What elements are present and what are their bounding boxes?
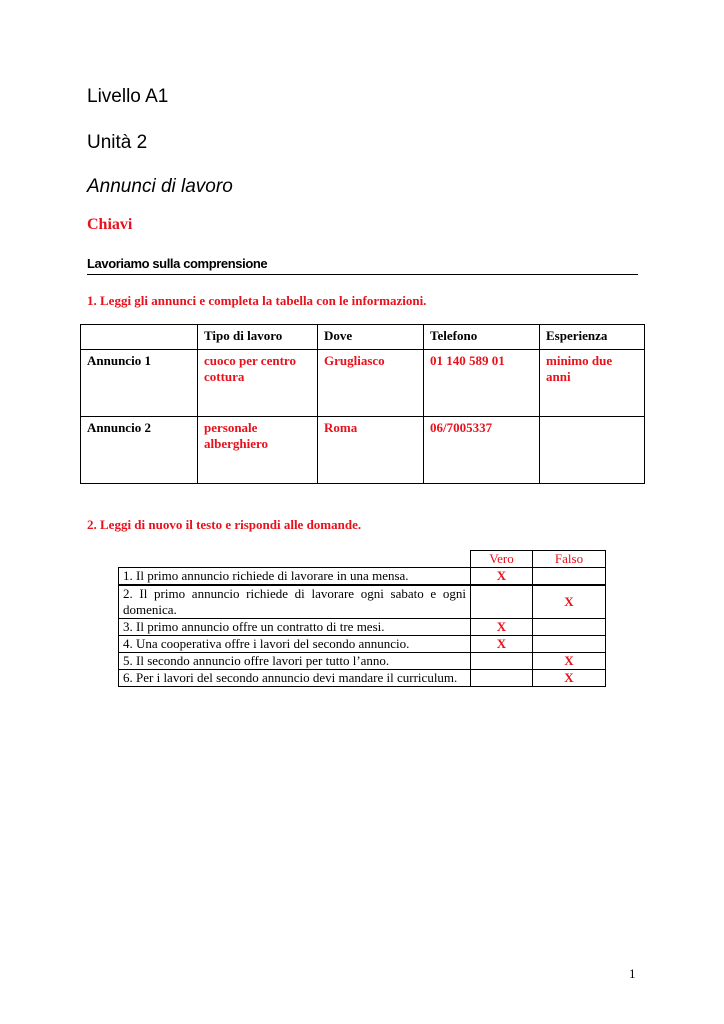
table-row (119, 619, 606, 636)
unit-heading: Unità 2 (87, 132, 148, 153)
row-label: Annuncio 2 (81, 417, 198, 484)
table-row (119, 670, 606, 687)
cell-telefono: 01 140 589 01 (424, 350, 540, 417)
table-row (119, 585, 606, 619)
cell-tipo: cuoco per centro cottura (198, 350, 318, 417)
statement-cell: 1. Il primo annuncio richiede di lavorare in una mensa. (119, 568, 471, 586)
vero-mark: X (471, 619, 533, 636)
table-row (119, 636, 606, 653)
table-row (119, 568, 606, 586)
statement-cell: 4. Una cooperativa offre i lavori del secondo annuncio. (119, 636, 471, 653)
falso-mark (533, 619, 606, 636)
falso-mark: X (533, 670, 606, 687)
column-header-empty (119, 551, 471, 568)
exercise1-instruction: 1. Leggi gli annunci e completa la tabella con le informazioni. (87, 293, 427, 308)
vero-mark (471, 670, 533, 687)
job-ads-table (80, 324, 645, 484)
vero-mark (471, 585, 533, 619)
answer-key-label: Chiavi (87, 216, 133, 233)
cell-dove: Roma (318, 417, 424, 484)
column-header-tipo: Tipo di lavoro (198, 325, 318, 350)
vero-mark: X (471, 568, 533, 586)
table-row (81, 350, 645, 417)
page-title: Annunci di lavoro (87, 176, 233, 197)
column-header-dove: Dove (318, 325, 424, 350)
page-number: 1 (629, 966, 636, 981)
cell-esperienza (540, 417, 645, 484)
vero-mark (471, 653, 533, 670)
column-header-esperienza: Esperienza (540, 325, 645, 350)
falso-mark (533, 568, 606, 586)
falso-mark (533, 636, 606, 653)
vero-mark: X (471, 636, 533, 653)
cell-esperienza: minimo due anni (540, 350, 645, 417)
cell-dove: Grugliasco (318, 350, 424, 417)
falso-mark: X (533, 653, 606, 670)
statement-cell: 3. Il primo annuncio offre un contratto di tre mesi. (119, 619, 471, 636)
row-label: Annuncio 1 (81, 350, 198, 417)
statement-cell: 5. Il secondo annuncio offre lavori per tutto l’anno. (119, 653, 471, 670)
cell-tipo: personale alberghiero (198, 417, 318, 484)
true-false-table (118, 550, 606, 687)
statement-cell: 2. Il primo annuncio richiede di lavorare ogni sabato e ogni domenica. (119, 585, 471, 619)
table-header-row (81, 325, 645, 350)
cell-telefono: 06/7005337 (424, 417, 540, 484)
column-header-vero: Vero (471, 551, 533, 568)
section-heading: Lavoriamo sulla comprensione (87, 256, 638, 275)
exercise2-instruction: 2. Leggi di nuovo il testo e rispondi alle domande. (87, 517, 362, 532)
table-header-row (119, 551, 606, 568)
level-heading: Livello A1 (87, 86, 169, 107)
statement-cell: 6. Per i lavori del secondo annuncio devi mandare il curriculum. (119, 670, 471, 687)
column-header-falso: Falso (533, 551, 606, 568)
column-header-telefono: Telefono (424, 325, 540, 350)
table-row (81, 417, 645, 484)
table-row (119, 653, 606, 670)
falso-mark: X (533, 585, 606, 619)
column-header-empty (81, 325, 198, 350)
